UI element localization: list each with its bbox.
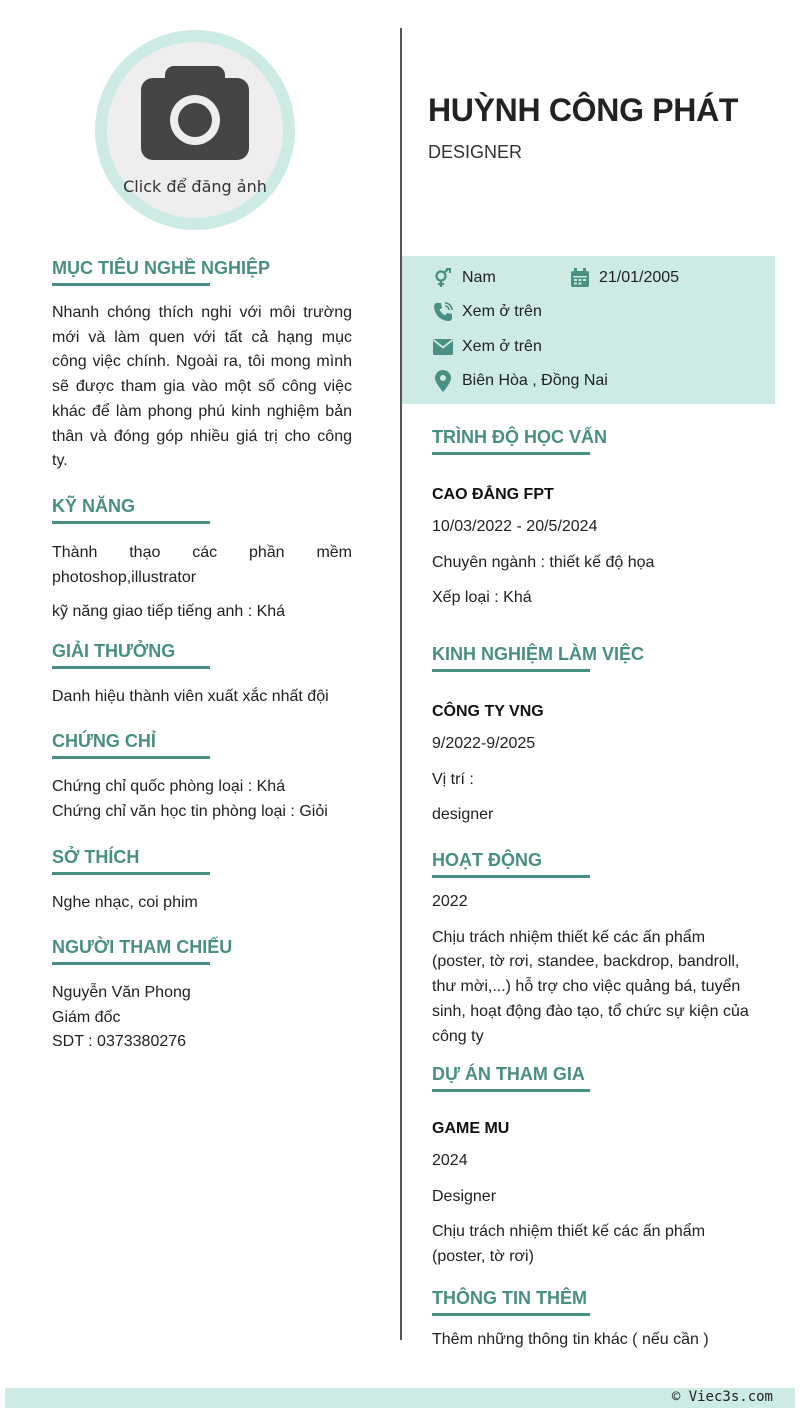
activity-year: 2022 [432, 893, 468, 910]
references-section [52, 937, 352, 1055]
section-underline [432, 875, 590, 878]
experience-company: CÔNG TY VNG [432, 703, 544, 720]
education-rank: Xếp loại : Khá [432, 589, 532, 607]
experience-position: designer [432, 806, 494, 824]
certificate-item: Chứng chỉ văn học tin phòng loại : Giỏi [52, 802, 328, 820]
phone-icon [432, 301, 454, 323]
contact-address: Biên Hòa , Đồng Nai [432, 369, 608, 393]
section-title: CHỨNG CHỈ [52, 731, 156, 751]
awards-section [52, 641, 352, 710]
skill-item: Thành thạo các phần mềm photoshop,illustrator [52, 544, 352, 586]
section-title: DỰ ÁN THAM GIA [432, 1064, 585, 1084]
experience-period: 9/2022-9/2025 [432, 735, 536, 752]
skills-section [52, 496, 352, 625]
project-text: Chịu trách nhiệm thiết kế các ấn phẩm (poster, tờ rơi) [432, 1223, 706, 1266]
section-title: HOẠT ĐỘNG [432, 850, 542, 870]
section-title: MỤC TIÊU NGHỀ NGHIỆP [52, 258, 271, 278]
activity-text: Chịu trách nhiệm thiết kế các ấn phẩm (poster, tờ rơi, standee, backdrop, bandroll, thư mời,...) hỗ trợ cho việc quảng bá, tuyển sinh, hoạt động đào tạo, tổ chức sự kiện của công ty [432, 928, 749, 1045]
section-underline [432, 669, 590, 672]
section-underline [432, 1089, 590, 1092]
reference-name: Nguyễn Văn Phong [52, 984, 191, 1001]
section-underline [432, 1313, 590, 1316]
avatar-caption: Click để đăng ảnh [123, 177, 267, 196]
education-period: 10/03/2022 - 20/5/2024 [432, 518, 598, 535]
experience-position-label: Vị trí : [432, 770, 474, 788]
certificate-item: Chứng chỉ quốc phòng loại : Khá [52, 778, 286, 795]
section-underline [432, 452, 590, 455]
section-underline [52, 666, 210, 669]
project-role: Designer [432, 1187, 497, 1205]
project-year: 2024 [432, 1152, 468, 1169]
section-underline [52, 872, 210, 875]
projects-section [432, 1064, 767, 1270]
reference-role: Giám đốc [52, 1008, 121, 1026]
section-title: THÔNG TIN THÊM [432, 1288, 587, 1308]
section-title: GIẢI THƯỞNG [52, 641, 176, 661]
section-title: NGƯỜI THAM CHIẾU [52, 937, 233, 957]
activities-section [432, 850, 767, 1049]
location-pin-icon [432, 370, 454, 392]
section-title: SỞ THÍCH [52, 847, 140, 867]
contact-phone: Xem ở trên [432, 300, 542, 324]
camera-icon [141, 66, 249, 160]
objective-section [52, 258, 352, 474]
candidate-title: DESIGNER [428, 142, 523, 162]
footer-bar [5, 1388, 795, 1408]
hobbies-section [52, 847, 352, 916]
award-item: Danh hiệu thành viên xuất xắc nhất đội [52, 688, 329, 705]
certificates-section [52, 731, 352, 824]
section-title: TRÌNH ĐỘ HỌC VẤN [432, 427, 607, 447]
candidate-name: HUỲNH CÔNG PHÁT [428, 92, 739, 128]
calendar-icon [569, 267, 591, 289]
extra-info-section [432, 1288, 767, 1353]
section-title: KỸ NĂNG [52, 496, 136, 516]
column-divider [400, 28, 402, 1340]
objective-text: Nhanh chóng thích nghi với môi trường mới và làm quen với tất cả hạng mục công việc chính. Ngoài ra, tôi mong mình sẽ được tham gia vào một số công việc khác để làm phong phú kinh nghiệm bản thân và đóng góp nhiều giá trị cho công ty. [52, 304, 352, 470]
contact-gender: Nam [432, 266, 496, 290]
contact-dob: 21/01/2005 [569, 266, 679, 290]
extra-info-text: Thêm những thông tin khác ( nếu cần ) [432, 1331, 709, 1348]
footer-copyright[interactable]: © Viec3s.com [671, 1389, 773, 1405]
avatar-upload[interactable] [95, 30, 295, 230]
contact-email: Xem ở trên [432, 335, 542, 359]
contact-panel [402, 256, 775, 404]
reference-phone: SDT : 0373380276 [52, 1033, 187, 1051]
education-section [432, 427, 767, 611]
section-underline [52, 962, 210, 965]
skill-item: kỹ năng giao tiếp tiếng anh : Khá [52, 603, 286, 621]
education-major: Chuyên ngành : thiết kế độ họa [432, 553, 655, 571]
section-underline [52, 521, 210, 524]
project-name: GAME MU [432, 1120, 510, 1137]
gender-icon [432, 267, 454, 289]
envelope-icon [432, 336, 454, 358]
education-school: CAO ĐẲNG FPT [432, 486, 554, 503]
hobbies-text: Nghe nhạc, coi phim [52, 894, 198, 911]
avatar[interactable] [107, 42, 283, 218]
section-underline [52, 283, 210, 286]
section-underline [52, 756, 210, 759]
section-title: KINH NGHIỆM LÀM VIỆC [432, 644, 645, 664]
experience-section [432, 644, 767, 828]
